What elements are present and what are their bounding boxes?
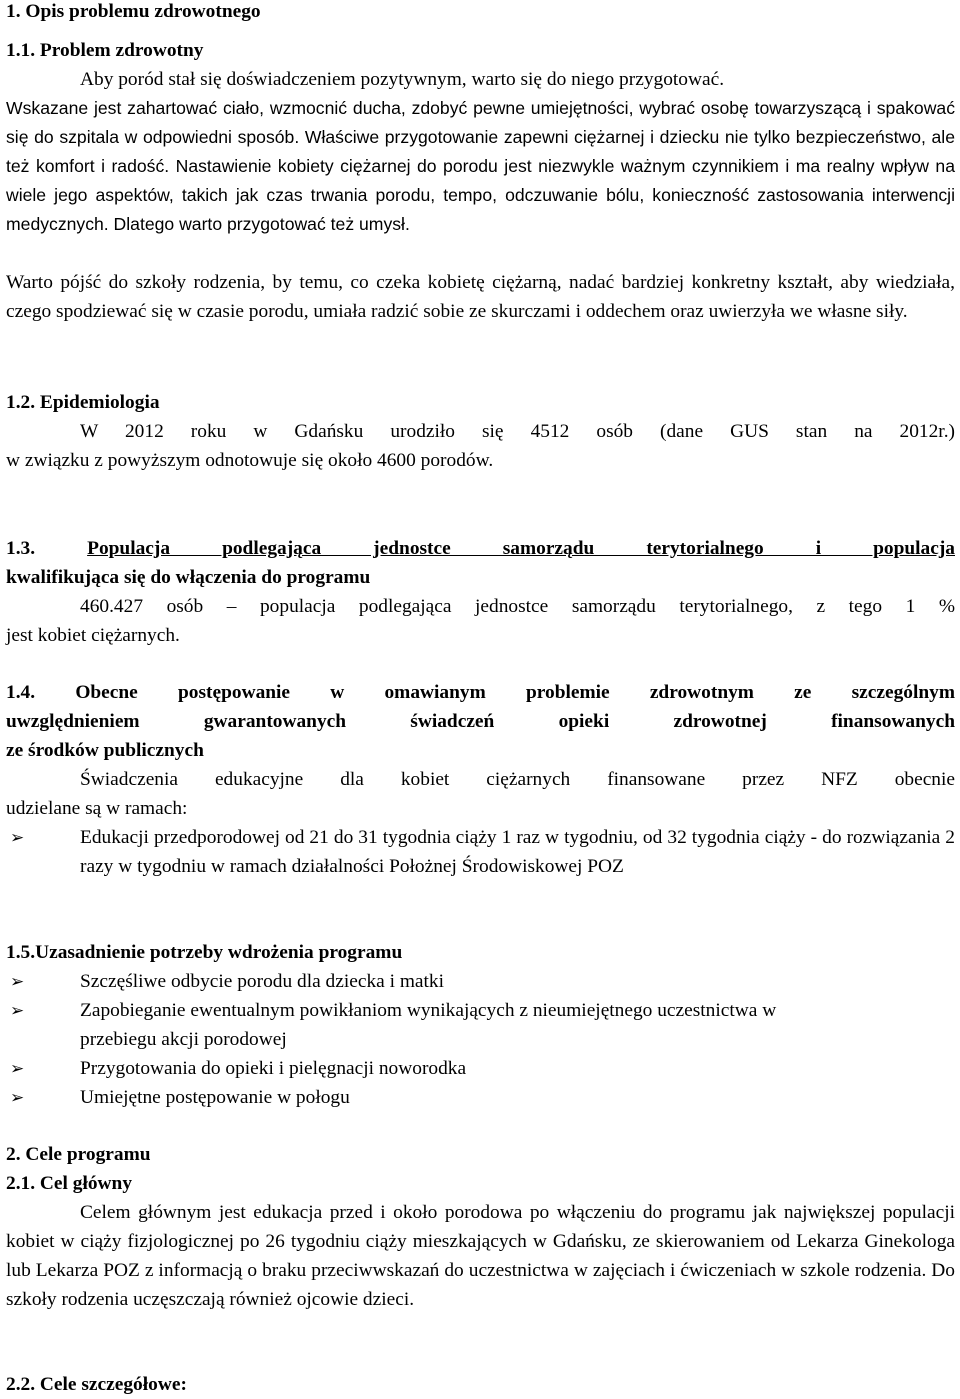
population-line-2: jest kobiet ciężarnych.	[6, 625, 180, 646]
arrow-bullet-icon: ➢	[10, 828, 25, 847]
section-1-4-title-line-1: Obecne postępowanie w omawianym problemie zdrowotnym ze szczególnym	[75, 682, 955, 703]
arrow-bullet-icon: ➢	[10, 1059, 25, 1078]
section-1-1-lead	[6, 65, 955, 94]
section-1-4-title-line-2: uwzględnieniem gwarantowanych świadczeń opieki zdrowotnej finansowanych	[6, 711, 955, 732]
section-2-2-heading: 2.2. Cele szczegółowe:	[6, 1374, 187, 1395]
section-1-3-title-line-2: kwalifikująca się do włączenia do programu	[6, 567, 371, 588]
section-1-4-heading	[6, 678, 955, 707]
paragraph-text-2: Warto pójść do szkoły rodzenia, by temu, co czeka kobietę ciężarną, nadać bardziej konkretny kształt, aby wiedziała, czego spodziewać się w czasie porodu, umiała radzić sobie ze skurczami i oddechem oraz uwierzyła we własne siły.	[6, 272, 955, 322]
section-1-2-heading: 1.2. Epidemiologia	[6, 392, 160, 413]
population-line-1: 460.427 osób – populacja podlegająca jednostce samorządu terytorialnego, z tego 1 %	[80, 596, 955, 617]
section-1-1-paragraph	[6, 94, 955, 239]
list-item-text: Edukacji przedporodowej od 21 do 31 tygodnia ciąży 1 raz w tygodniu, od 32 tygodnia ciąży - do rozwiązania 2 razy w tygodniu w ramach działalności Położnej Środowiskowej POZ	[80, 827, 955, 877]
list-item	[6, 967, 955, 996]
list-item-text: Przygotowania do opieki i pielęgnacji noworodka	[80, 1058, 467, 1079]
benefits-line-1: Świadczenia edukacyjne dla kobiet ciężarnych finansowane przez NFZ obecnie	[80, 769, 955, 790]
list-item	[6, 996, 955, 1054]
section-1-4-bullet-list	[6, 823, 955, 881]
section-2-1-paragraph	[6, 1198, 955, 1314]
section-1-4-title-line-3: ze środków publicznych	[6, 740, 204, 761]
section-2-heading: 2. Cele programu	[6, 1144, 151, 1165]
section-1-3-title-line-1: Populacja podlegająca jednostce samorządu terytorialnego i populacja	[87, 538, 955, 559]
arrow-bullet-icon: ➢	[10, 972, 25, 991]
section-2-1-heading: 2.1. Cel główny	[6, 1173, 133, 1194]
section-1-4-number: 1.4.	[6, 682, 36, 703]
main-goal-text: Celem głównym jest edukacja przed i około porodowa po włączeniu do programu jak największej populacji kobiet w ciąży fizjologicznej po 26 tygodniu ciąży mieszkających w Gdańsku, ze skierowaniem od Lekarza Ginekologa lub Lekarza POZ z informacją o braku przeciwwskazań do uczestnictwa w zajęciach i ćwiczeniach w szkole rodzenia. Do szkoły rodzenia uczęszczają również ojcowie dzieci.	[6, 1202, 955, 1310]
list-item-text: Szczęśliwe odbycie porodu dla dziecka i matki	[80, 971, 444, 992]
arrow-bullet-icon: ➢	[10, 1001, 25, 1020]
section-1-heading: 1. Opis problemu zdrowotnego	[6, 1, 261, 22]
list-item	[6, 1083, 955, 1112]
section-1-1-paragraph-2	[6, 268, 955, 326]
lead-text: Aby poród stał się doświadczeniem pozytywnym, warto się do niego przygotować.	[80, 69, 725, 90]
list-item-text: Zapobieganie ewentualnym powikłaniom wynikających z nieumiejętnego uczestnictwa w przebiegu akcji porodowej	[80, 1000, 777, 1050]
epidemiology-line-1: W 2012 roku w Gdańsku urodziło się 4512 osób (dane GUS stan na 2012r.)	[80, 421, 955, 442]
benefits-line-2: udzielane są w ramach:	[6, 798, 188, 819]
list-item	[6, 823, 955, 881]
section-1-5-bullet-list	[6, 967, 955, 1112]
paragraph-text-1: Wskazane jest zahartować ciało, wzmocnić ducha, zdobyć pewne umiejętności, wybrać osobę towarzyszącą i spakować się do szpitala w odpowiedni sposób. Właściwe przygotowanie zapewni ciężarnej i dziecku nie tylko bezpieczeństwo, ale też komfort i radość. Nastawienie kobiety ciężarnej do porodu jest niezwykle ważnym czynnikiem i ma realny wpływ na wiele jego aspektów, takich jak czas trwania porodu, tempo, odczuwanie bólu, konieczność zastosowania interwencji medycznych. Dlatego warto przygotować też umysł.	[6, 98, 955, 234]
arrow-bullet-icon: ➢	[10, 1088, 25, 1107]
section-1-3-heading	[6, 534, 955, 563]
section-1-5-heading: 1.5.Uzasadnienie potrzeby wdrożenia programu	[6, 942, 403, 963]
epidemiology-line-2: w związku z powyższym odnotowuje się około 4600 porodów.	[6, 450, 494, 471]
list-item	[6, 1054, 955, 1083]
section-1-3-number: 1.3.	[6, 538, 36, 559]
section-1-1-heading: 1.1. Problem zdrowotny	[6, 40, 204, 61]
list-item-text: Umiejętne postępowanie w połogu	[80, 1087, 350, 1108]
